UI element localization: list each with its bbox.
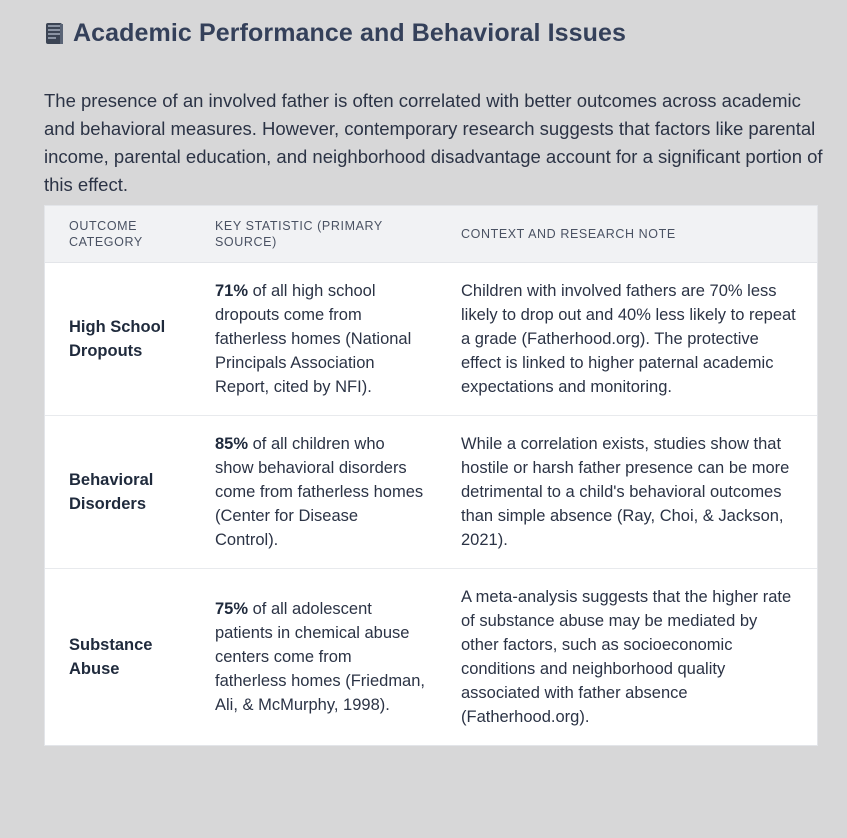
statistic-cell — [191, 416, 437, 569]
statistic-value: 71% — [215, 282, 249, 300]
note-cell: A meta-analysis suggests that the higher rate of substance abuse may be mediated by other factors, such as socioeconomic conditions and neighborhood quality associated with father absence (Fatherhood.org). — [461, 588, 792, 726]
note-cell: While a correlation exists, studies show that hostile or harsh father presence can be more detrimental to a child's behavioral outcomes than simple absence (Ray, Choi, & Jackson, 2021). — [437, 416, 817, 569]
outcomes-table — [44, 205, 818, 746]
category-cell: Behavioral Disorders — [45, 416, 191, 569]
book-icon — [45, 22, 65, 46]
intro-paragraph: The presence of an involved father is often correlated with better outcomes across academic and behavioral measures. However, contemporary research suggests that factors like parental income, parental education, and neighborhood disadvantage account for a significant portion of this effect. — [44, 89, 823, 195]
note-cell: Children with involved fathers are 70% less likely to drop out and 40% less likely to repeat a grade (Fatherhood.org). The protective effect is linked to higher paternal academic expectations and monitoring. — [437, 263, 817, 416]
statistic-text: of all adolescent patients in chemical abuse centers come from fatherless homes (Friedman, Ali, & McMurphy, 1998). — [215, 600, 425, 714]
category-cell: Substance Abuse — [69, 636, 153, 678]
category-cell: High School Dropouts — [45, 263, 191, 416]
table-header-row — [45, 206, 817, 263]
table-row — [45, 416, 817, 569]
statistic-value: 85% — [215, 435, 249, 453]
table-row — [45, 263, 817, 416]
header-key-statistic: KEY STATISTIC (PRIMARY SOURCE) — [191, 206, 437, 263]
statistic-cell — [191, 569, 437, 746]
header-outcome-category: OUTCOME CATEGORY — [45, 206, 191, 263]
section-heading — [45, 19, 626, 48]
statistic-value: 75% — [215, 600, 249, 618]
header-context-note: CONTEXT AND RESEARCH NOTE — [437, 206, 817, 263]
statistic-text: of all high school dropouts come from fatherless homes (National Principals Association Report, cited by NFI). — [215, 282, 412, 396]
statistic-text: of all children who show behavioral disorders come from fatherless homes (Center for Disease Control). — [215, 435, 424, 549]
statistic-cell — [191, 263, 437, 416]
section-title: Academic Performance and Behavioral Issues — [73, 19, 627, 47]
table-row — [45, 569, 817, 746]
